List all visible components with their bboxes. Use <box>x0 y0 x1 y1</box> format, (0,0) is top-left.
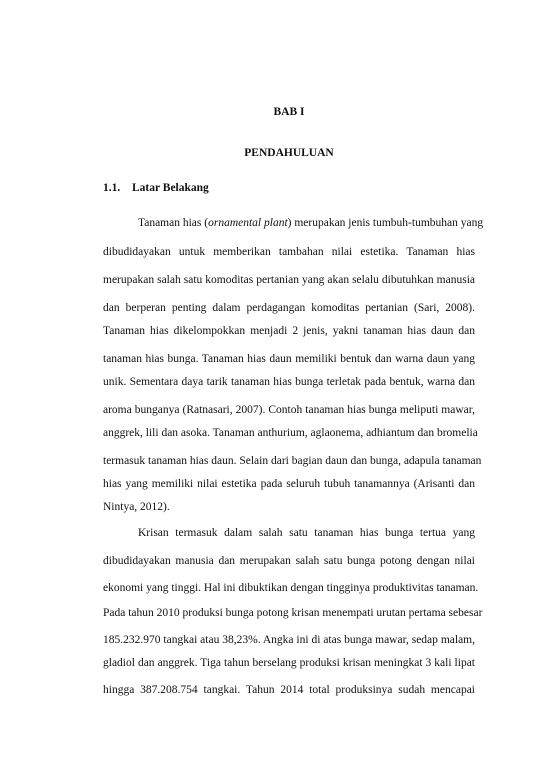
paragraph-1-line: termasuk tanaman hias daun. Selain dari bagian daun dan bunga, adapula tanaman <box>103 455 482 467</box>
paragraph-1-line: aroma bunganya (Ratnasari, 2007). Contoh tanaman hias bunga meliputi mawar, <box>103 404 475 416</box>
section-heading <box>103 181 209 195</box>
paragraph-1-line: dibudidayakan untuk memberikan tambahan nilai estetika. Tanaman hias <box>103 246 475 258</box>
paragraph-1-line <box>103 216 484 230</box>
paragraph-1-line: hias yang memiliki nilai estetika pada seluruh tubuh tanamannya (Arisanti dan <box>103 478 475 490</box>
emphasized-term: ornamental plant <box>208 217 288 229</box>
paragraph-1-line: merupakan salah satu komoditas pertanian yang akan selalu dibutuhkan manusia <box>103 274 475 286</box>
paragraph-2-line: Krisan termasuk dalam salah satu tanaman hias bunga tertua yang <box>138 527 475 539</box>
paragraph-2-line: Pada tahun 2010 produksi bunga potong krisan menempati urutan pertama sebesar <box>103 607 483 619</box>
paragraph-1-line: unik. Sementara daya tarik tanaman hias bunga terletak pada bentuk, warna dan <box>103 376 475 388</box>
section-number: 1.1. <box>103 182 121 194</box>
paragraph-2-line: ekonomi yang tinggi. Hal ini dibuktikan dengan tingginya produktivitas tanaman. <box>103 582 479 594</box>
section-title: Latar Belakang <box>132 182 209 194</box>
paragraph-1-line: Tanaman hias dikelompokkan menjadi 2 jenis, yakni tanaman hias daun dan <box>103 325 475 337</box>
paragraph-2-line: 185.232.970 tangkai atau 38,23%. Angka ini di atas bunga mawar, sedap malam, <box>103 634 475 646</box>
text-run: Tanaman hias ( <box>138 217 209 229</box>
paragraph-1-line: dan berperan penting dalam perdagangan komoditas pertanian (Sari, 2008). <box>103 302 475 314</box>
paragraph-1-line: anggrek, lili dan asoka. Tanaman anthurium, aglaonema, adhiantum dan bromelia <box>103 427 478 439</box>
chapter-title: PENDAHULUAN <box>244 147 334 159</box>
text-run: ) merupakan jenis tumbuh-tumbuhan yang <box>287 217 484 229</box>
paragraph-1-line: Nintya, 2012). <box>103 501 170 513</box>
paragraph-2-line: gladiol dan anggrek. Tiga tahun berselang produksi krisan meningkat 3 kali lipat <box>103 657 475 669</box>
paragraph-2-line: hingga 387.208.754 tangkai. Tahun 2014 total produksinya sudah mencapai <box>103 684 475 696</box>
paragraph-1-line: tanaman hias bunga. Tanaman hias daun memiliki bentuk dan warna daun yang <box>103 353 475 365</box>
chapter-heading: BAB I <box>273 106 305 118</box>
paragraph-2-line: dibudidayakan manusia dan merupakan salah satu bunga potong dengan nilai <box>103 555 475 567</box>
